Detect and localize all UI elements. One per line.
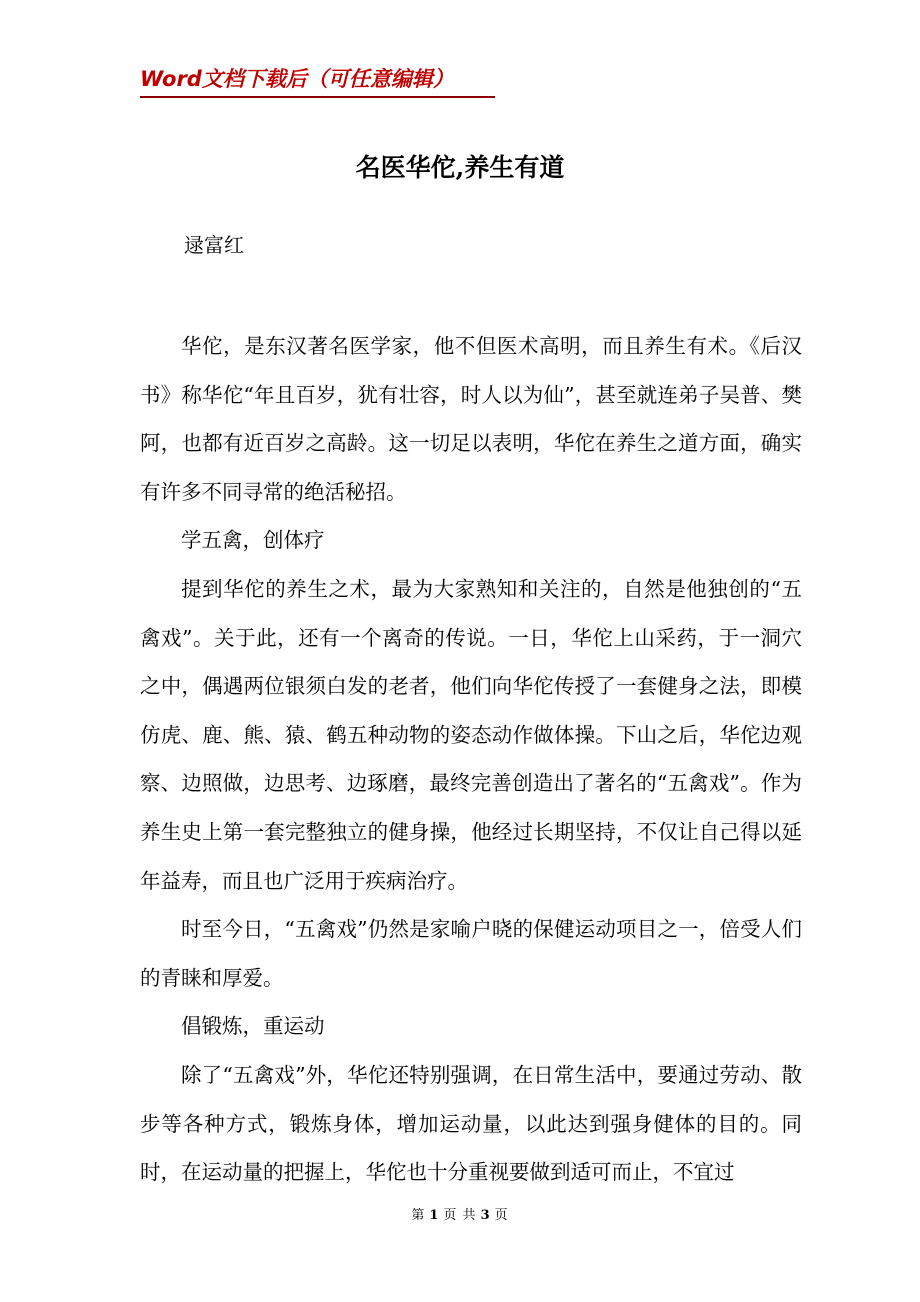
document-title: 名医华佗,养生有道	[355, 153, 565, 182]
footer-suffix: 页	[494, 1208, 509, 1223]
paragraph: 除了“五禽戏”外，华佗还特别强调，在日常生活中，要通过劳动、散步等各种方式，锻炼身体，增加运动量，以此达到强身健体的目的。同时，在运动量的把握上，华佗也十分重视要做到适可而止，不宜过	[140, 1062, 802, 1185]
paragraph: 时至今日，“五禽戏”仍然是家喻户晓的保健运动项目之一，倍受人们的青睐和厚爱。	[140, 917, 802, 990]
footer-current-page: 1	[429, 1208, 440, 1223]
footer-total-pages: 3	[480, 1208, 491, 1223]
download-banner-text: Word文档下载后（可任意编辑）	[140, 67, 454, 91]
article-body	[140, 322, 802, 1197]
footer-middle: 页 共	[443, 1208, 477, 1223]
author-name: 逯富红	[184, 233, 244, 257]
page-footer	[0, 1206, 920, 1226]
footer-prefix: 第	[411, 1208, 426, 1223]
paragraph: 华佗，是东汉著名医学家，他不但医术高明，而且养生有术。《后汉书》称华佗“年且百岁，犹有壮容，时人以为仙”，甚至就连弟子吴普、樊阿，也都有近百岁之高龄。这一切足以表明，华佗在养生之道方面，确实有许多不同寻常的绝活秘招。	[140, 334, 802, 504]
download-banner	[140, 64, 495, 98]
section-heading: 学五禽，创体疗	[181, 528, 325, 553]
paragraph: 提到华佗的养生之术，最为大家熟知和关注的，自然是他独创的“五禽戏”。关于此，还有一个离奇的传说。一日，华佗上山采药，于一洞穴之中，偶遇两位银须白发的老者，他们向华佗传授了一套健身之法，即模仿虎、鹿、熊、猿、鹤五种动物的姿态动作做体操。下山之后，华佗边观察、边照做，边思考、边琢磨，最终完善创造出了著名的“五禽戏”。作为养生史上第一套完整独立的健身操，他经过长期坚持，不仅让自己得以延年益寿，而且也广泛用于疾病治疗。	[140, 576, 802, 893]
section-heading: 倡锻炼，重运动	[181, 1014, 325, 1039]
